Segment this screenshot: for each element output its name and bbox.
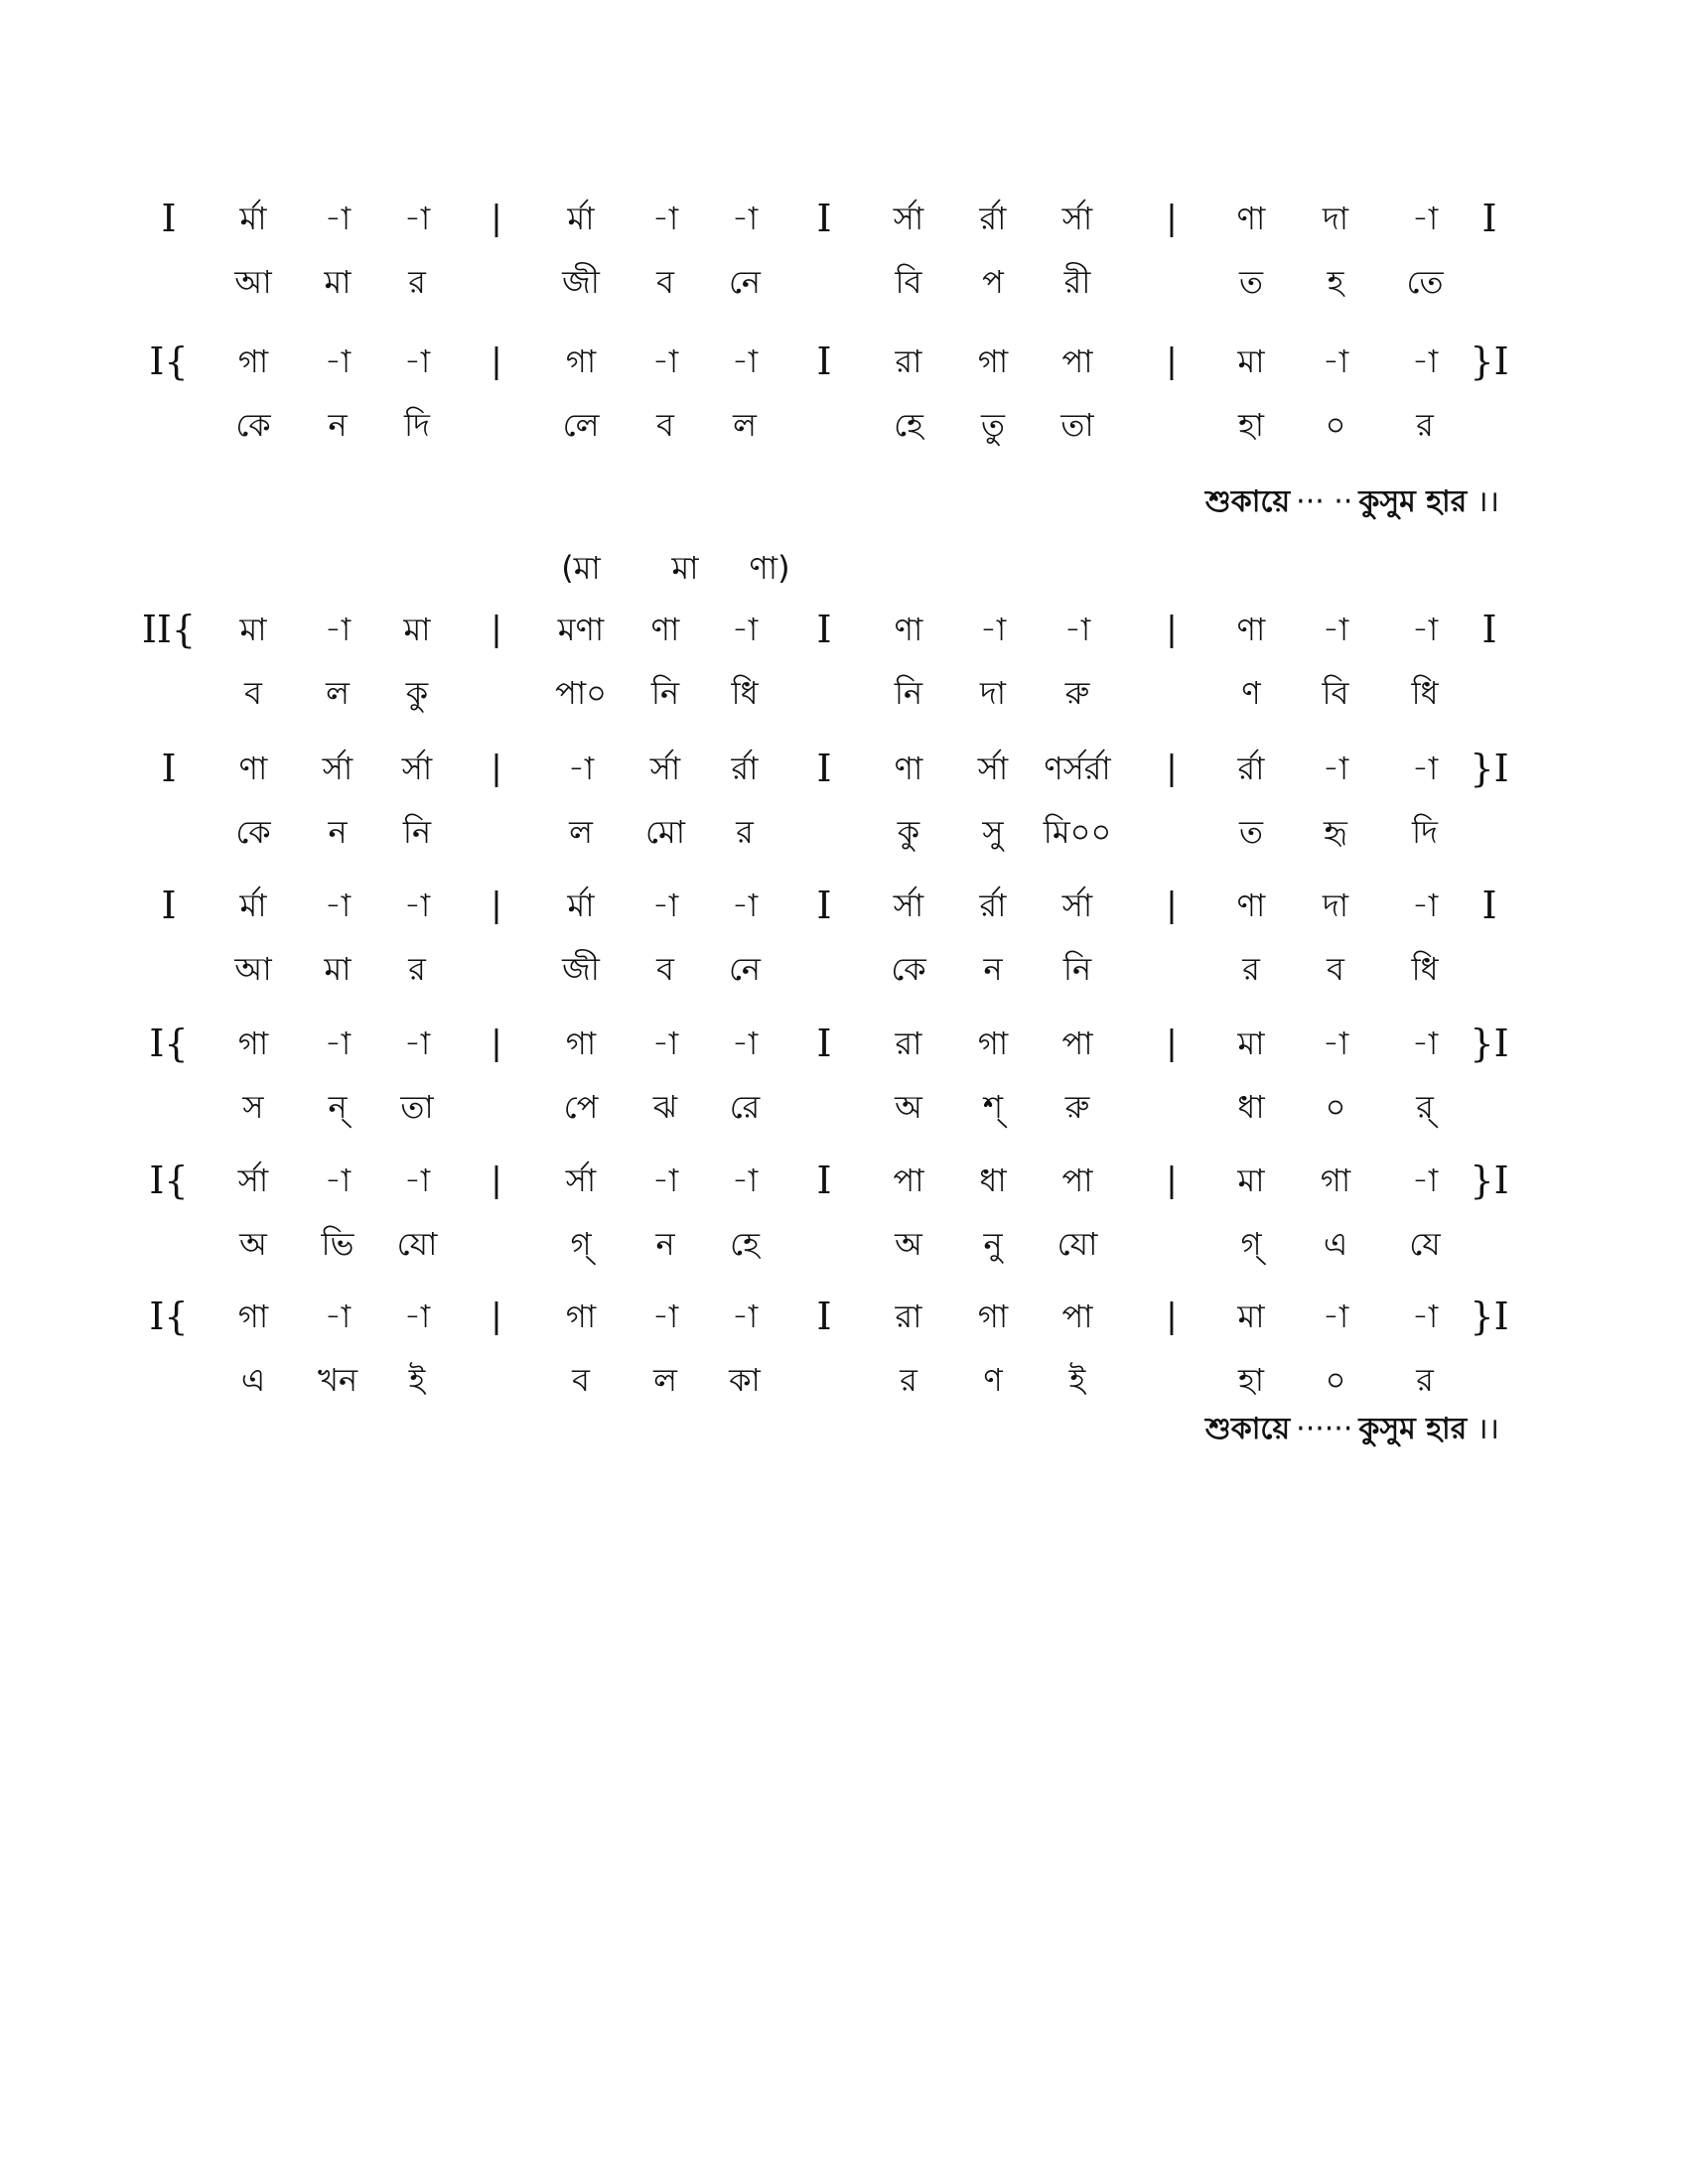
lyric-syllable: ন্: [328, 1088, 348, 1126]
note: গা: [977, 342, 1009, 380]
note: -া: [1411, 1024, 1439, 1062]
lyric-syllable: ব: [656, 263, 674, 301]
lyric-syllable: এ: [240, 1361, 266, 1399]
lyric-syllable: অ: [895, 1088, 922, 1126]
lyric-syllable: কা: [729, 1361, 761, 1399]
note: মণা: [557, 611, 605, 648]
note: -া: [1322, 750, 1349, 787]
note: গা: [237, 342, 269, 380]
lyric-syllable: ব: [656, 950, 674, 988]
note: -া: [324, 1024, 352, 1062]
note: -া: [731, 1024, 759, 1062]
lyric-row: [0, 1220, 1688, 1268]
lyric-syllable: তা: [1060, 406, 1094, 444]
note: -া: [731, 1161, 759, 1199]
lyric-syllable: ০: [1325, 1088, 1346, 1126]
lyric-syllable: মো: [644, 813, 686, 851]
double-danda: ।।: [1477, 484, 1499, 519]
lyric-syllable: তা: [400, 1088, 434, 1126]
barline: |: [491, 1160, 502, 1200]
barline: |: [1166, 1297, 1178, 1336]
lyric-syllable: হা: [1237, 1361, 1265, 1399]
note: -া: [1322, 1297, 1349, 1335]
lyric-syllable: ণ: [983, 1361, 1003, 1399]
note: -া: [403, 342, 431, 380]
lyric-syllable: তু: [980, 406, 1006, 444]
note: গা: [237, 1297, 269, 1335]
barline: I: [161, 884, 177, 927]
variant-hint: [0, 544, 1688, 592]
lyric-syllable: খন: [317, 1361, 358, 1399]
lyric-syllable: ন: [983, 950, 1003, 988]
lyric-syllable: হে: [730, 1225, 760, 1263]
lyric-row: [0, 258, 1688, 306]
note: -া: [1411, 750, 1439, 787]
note: -া: [403, 1161, 431, 1199]
lyric-syllable: ন: [655, 1225, 675, 1263]
lyric-syllable: পে: [563, 1088, 599, 1126]
hint-note: মা: [671, 549, 699, 587]
barline: I: [1481, 197, 1497, 240]
barline: |: [491, 749, 502, 788]
lyric-syllable: স: [242, 1088, 264, 1126]
note: মা: [239, 611, 267, 648]
barline: }I: [1470, 1295, 1509, 1338]
lyric-syllable: র: [1416, 1361, 1434, 1399]
note: র্সা: [322, 750, 353, 787]
note: -া: [1322, 611, 1349, 648]
lyric-syllable: ই: [408, 1361, 426, 1399]
lyric-syllable: শ্: [982, 1088, 1004, 1126]
note: র্রা: [979, 887, 1007, 924]
note: -া: [651, 200, 679, 237]
note: -া: [651, 1297, 679, 1335]
note: -া: [403, 200, 431, 237]
barline: I: [816, 1295, 832, 1338]
lyric-syllable: নে: [728, 263, 762, 301]
note: -া: [403, 1297, 431, 1335]
notation-row: [0, 882, 1688, 929]
barline: I: [816, 884, 832, 927]
lyric-syllable: ব: [244, 674, 262, 712]
note: ণা: [238, 750, 268, 787]
lyric-syllable: ল: [569, 813, 593, 851]
note: মা: [1237, 342, 1265, 380]
lyric-syllable: র: [408, 263, 426, 301]
lyric-syllable: কু: [405, 674, 429, 712]
barline: I: [161, 197, 177, 240]
lyric-syllable: বি: [895, 263, 922, 301]
lyric-syllable: ধি: [1411, 950, 1439, 988]
lyric-syllable: র: [900, 1361, 917, 1399]
note: ণা: [650, 611, 680, 648]
notation-row: [0, 1020, 1688, 1067]
double-danda: ।।: [1477, 1412, 1499, 1446]
lyric-syllable: নি: [650, 674, 680, 712]
barline: I: [816, 1159, 832, 1202]
lyric-syllable: রু: [1064, 1088, 1090, 1126]
lyric-syllable: নি: [894, 674, 923, 712]
lyric-syllable: হা: [1237, 406, 1265, 444]
barline: |: [1166, 1160, 1178, 1200]
lyric-syllable: যো: [1056, 1225, 1098, 1263]
note: র্রা: [731, 750, 759, 787]
barline: }I: [1470, 340, 1509, 383]
note: র্সা: [893, 200, 924, 237]
lyric-row: [0, 669, 1688, 717]
note: দা: [1322, 200, 1349, 237]
note: মা: [1237, 1024, 1265, 1062]
notation-row: [0, 1293, 1688, 1340]
lyric-syllable: যে: [1409, 1225, 1441, 1263]
lyric-syllable: লে: [562, 406, 600, 444]
note: -া: [324, 887, 352, 924]
note: -া: [1322, 342, 1349, 380]
note: -া: [731, 200, 759, 237]
notation-row: [0, 338, 1688, 385]
lyric-syllable: এ: [1323, 1225, 1348, 1263]
note: পা: [1061, 1161, 1093, 1199]
note: -া: [1411, 1161, 1439, 1199]
lyric-syllable: ল: [653, 1361, 677, 1399]
note: -া: [1411, 887, 1439, 924]
barline: I: [816, 197, 832, 240]
note: -া: [324, 200, 352, 237]
lyric-row: [0, 808, 1688, 856]
note: -া: [1322, 1024, 1349, 1062]
lyric-syllable: ব: [656, 406, 674, 444]
barline: }I: [1470, 747, 1509, 790]
lyric-row: [0, 1083, 1688, 1131]
barline: II{: [141, 608, 197, 651]
note: -া: [731, 887, 759, 924]
refrain-dots: ··· ··: [1296, 484, 1353, 519]
lyric-syllable: দি: [1412, 813, 1438, 851]
lyric-syllable: ধি: [731, 674, 759, 712]
lyric-syllable: র: [408, 950, 426, 988]
lyric-syllable: জী: [562, 950, 600, 988]
note: -া: [731, 1297, 759, 1335]
lyric-syllable: র: [736, 813, 754, 851]
note: দা: [1322, 887, 1349, 924]
lyric-syllable: ধি: [1411, 674, 1439, 712]
note: র্সা: [401, 750, 433, 787]
note: র্মা: [239, 887, 267, 924]
barline: |: [491, 341, 502, 381]
note: গা: [237, 1024, 269, 1062]
lyric-syllable: ঝ: [652, 1088, 678, 1126]
note: মা: [1237, 1297, 1265, 1335]
note: মা: [1237, 1161, 1265, 1199]
barline: I{: [149, 340, 189, 383]
lyric-syllable: ণ: [1241, 674, 1261, 712]
notation-row: [0, 1157, 1688, 1204]
note: ণা: [894, 750, 923, 787]
note: -া: [651, 342, 679, 380]
lyric-syllable: ভি: [321, 1225, 354, 1263]
barline: I: [816, 1022, 832, 1065]
note: -া: [403, 887, 431, 924]
note: -া: [324, 1297, 352, 1335]
lyric-syllable: নি: [402, 813, 432, 851]
lyric-syllable: র: [1242, 950, 1260, 988]
note: গা: [1320, 1161, 1351, 1199]
note: ণা: [1236, 887, 1266, 924]
note: পা: [893, 1161, 924, 1199]
lyric-syllable: নি: [1062, 950, 1092, 988]
lyric-syllable: রু: [1064, 674, 1090, 712]
barline: }I: [1470, 1022, 1509, 1065]
lyric-syllable: ০: [1325, 1361, 1346, 1399]
barline: I{: [149, 1159, 189, 1202]
note: -া: [567, 750, 595, 787]
hint-note: (মা: [561, 549, 601, 587]
lyric-syllable: রী: [1063, 263, 1091, 301]
lyric-syllable: তে: [1406, 263, 1444, 301]
note: -া: [324, 611, 352, 648]
note: গা: [565, 1024, 597, 1062]
note: ণা: [894, 611, 923, 648]
note: র্সা: [977, 750, 1009, 787]
barline: I: [816, 747, 832, 790]
hint-note: ণা): [749, 549, 790, 587]
lyric-syllable: গ্: [1240, 1225, 1262, 1263]
note: -া: [1411, 200, 1439, 237]
refrain-word: শুকায়ে: [1204, 1412, 1291, 1446]
note: র্সা: [649, 750, 681, 787]
lyric-row: [0, 945, 1688, 993]
barline: }I: [1470, 1159, 1509, 1202]
lyric-syllable: রে: [729, 1088, 761, 1126]
note: র্মা: [239, 200, 267, 237]
barline: |: [1166, 1024, 1178, 1063]
note: র্মা: [567, 887, 595, 924]
barline: |: [491, 1024, 502, 1063]
note: গা: [977, 1024, 1009, 1062]
note: -া: [651, 1161, 679, 1199]
lyric-syllable: র্: [1416, 1088, 1434, 1126]
lyric-syllable: কে: [235, 406, 271, 444]
note: পা: [1061, 1297, 1093, 1335]
lyric-syllable: প: [982, 263, 1004, 301]
note: -া: [1411, 1297, 1439, 1335]
barline: I{: [149, 1295, 189, 1338]
refrain-line: [1205, 480, 1499, 524]
lyric-syllable: হৃ: [1324, 813, 1347, 851]
notation-row: [0, 745, 1688, 792]
lyric-syllable: সু: [982, 813, 1004, 851]
note: ণা: [1236, 611, 1266, 648]
note: ধা: [979, 1161, 1007, 1199]
lyric-row: [0, 401, 1688, 449]
barline: I{: [149, 1022, 189, 1065]
lyric-syllable: ত: [1238, 813, 1264, 851]
lyric-syllable: ই: [1068, 1361, 1086, 1399]
barline: |: [1166, 610, 1178, 649]
refrain-line: [1205, 1408, 1499, 1451]
lyric-syllable: দি: [404, 406, 430, 444]
lyric-syllable: দা: [979, 674, 1007, 712]
lyric-syllable: কু: [897, 813, 920, 851]
note: র্মা: [567, 200, 595, 237]
note: র্সা: [1061, 200, 1093, 237]
lyric-syllable: ল: [326, 674, 350, 712]
note: র্রা: [1237, 750, 1265, 787]
note: পা: [1061, 342, 1093, 380]
note: -া: [403, 1024, 431, 1062]
note: -া: [651, 887, 679, 924]
lyric-syllable: ব: [572, 1361, 590, 1399]
lyric-syllable: ন: [328, 406, 348, 444]
lyric-syllable: গ্: [570, 1225, 592, 1263]
lyric-syllable: মি০০: [1043, 813, 1112, 851]
barline: |: [491, 1297, 502, 1336]
note: পা: [1061, 1024, 1093, 1062]
note: -া: [1063, 611, 1091, 648]
barline: |: [491, 610, 502, 649]
lyric-syllable: ব: [1327, 950, 1344, 988]
barline: |: [491, 886, 502, 925]
barline: |: [1166, 199, 1178, 238]
note: -া: [731, 611, 759, 648]
lyric-syllable: পা০: [555, 674, 607, 712]
barline: |: [1166, 886, 1178, 925]
lyric-syllable: মা: [324, 263, 352, 301]
lyric-syllable: ন: [328, 813, 348, 851]
barline: I: [1481, 608, 1497, 651]
notation-row: [0, 606, 1688, 653]
refrain-dots: ······: [1296, 1412, 1353, 1446]
lyric-row: [0, 1356, 1688, 1404]
barline: |: [491, 199, 502, 238]
note: রা: [895, 1024, 922, 1062]
note: -া: [1411, 611, 1439, 648]
lyric-syllable: ধা: [1237, 1088, 1265, 1126]
lyric-syllable: অ: [895, 1225, 922, 1263]
lyric-syllable: র: [1416, 406, 1434, 444]
lyric-syllable: হে: [894, 406, 923, 444]
note: -া: [324, 1161, 352, 1199]
barline: |: [1166, 341, 1178, 381]
note: র্সা: [1061, 887, 1093, 924]
notation-row: [0, 195, 1688, 242]
note: -া: [651, 1024, 679, 1062]
note: গা: [565, 1297, 597, 1335]
barline: |: [1166, 749, 1178, 788]
note: রা: [895, 342, 922, 380]
note: গা: [565, 342, 597, 380]
lyric-syllable: কে: [235, 813, 271, 851]
refrain-phrase: কুসুম হার: [1358, 1412, 1468, 1446]
lyric-syllable: মা: [324, 950, 352, 988]
note: র্সা: [893, 887, 924, 924]
lyric-syllable: নু: [983, 1225, 1003, 1263]
lyric-syllable: ল: [733, 406, 757, 444]
barline: I: [1481, 884, 1497, 927]
barline: I: [816, 608, 832, 651]
lyric-syllable: আ: [234, 263, 272, 301]
note: -া: [731, 342, 759, 380]
lyric-syllable: বি: [1322, 674, 1349, 712]
lyric-syllable: অ: [239, 1225, 267, 1263]
lyric-syllable: নে: [728, 950, 762, 988]
refrain-word: শুকায়ে: [1204, 484, 1291, 519]
note: ণা: [1236, 200, 1266, 237]
barline: I: [816, 340, 832, 383]
lyric-syllable: জী: [562, 263, 600, 301]
note: ণর্সর্রা: [1044, 750, 1111, 787]
lyric-syllable: ০: [1325, 406, 1346, 444]
note: -া: [979, 611, 1007, 648]
note: গা: [977, 1297, 1009, 1335]
note: র্সা: [237, 1161, 269, 1199]
lyric-syllable: যো: [396, 1225, 438, 1263]
refrain-phrase: কুসুম হার: [1358, 484, 1468, 519]
lyric-syllable: কে: [891, 950, 926, 988]
note: রা: [895, 1297, 922, 1335]
lyric-syllable: হ: [1327, 263, 1344, 301]
note: মা: [403, 611, 431, 648]
note: -া: [1411, 342, 1439, 380]
barline: I: [161, 747, 177, 790]
note: -া: [324, 342, 352, 380]
note: র্রা: [979, 200, 1007, 237]
lyric-syllable: ত: [1238, 263, 1264, 301]
lyric-syllable: আ: [234, 950, 272, 988]
note: র্সা: [565, 1161, 597, 1199]
